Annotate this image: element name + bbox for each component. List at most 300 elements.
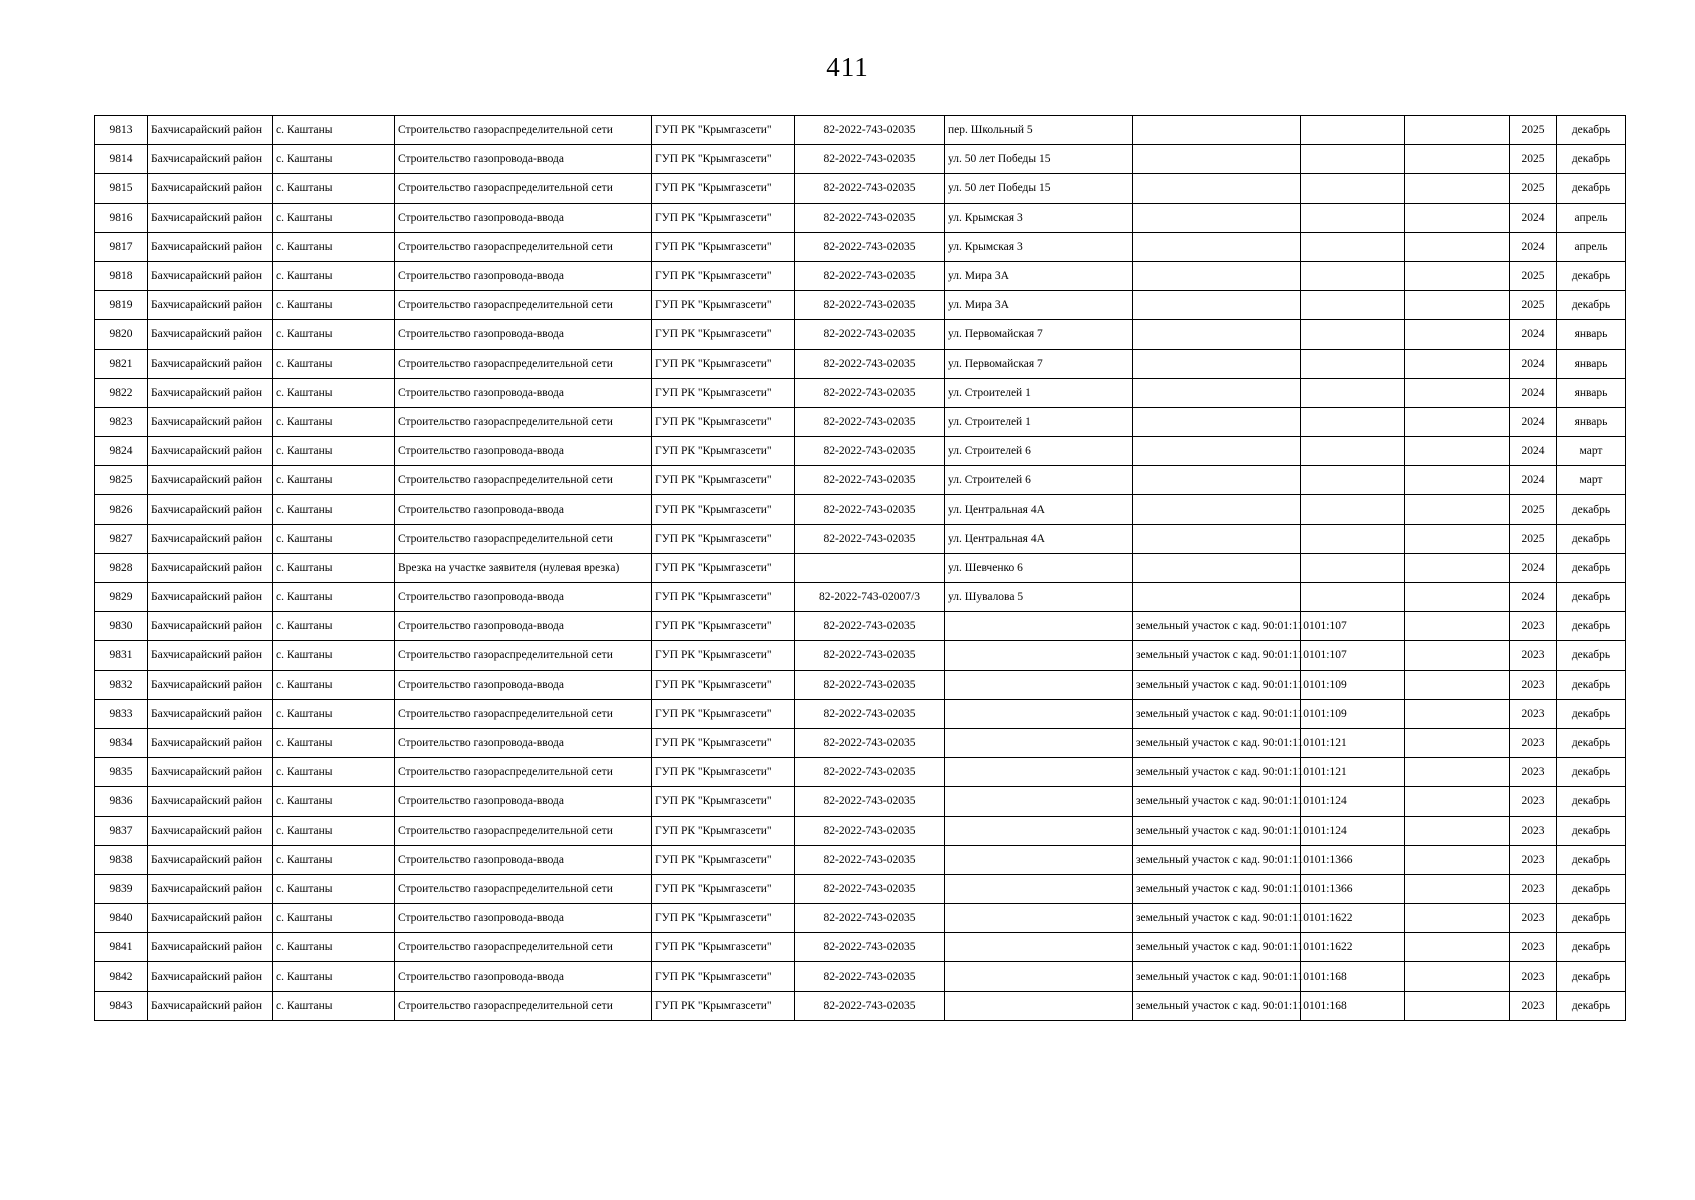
land-plot-cell: земельный участок с кад. 90:01:110101:1622: [1133, 933, 1301, 962]
page-number: 411: [826, 52, 869, 82]
empty-cell: [1405, 232, 1510, 261]
year-cell: 2024: [1510, 466, 1557, 495]
district-cell: Бахчисарайский район: [148, 261, 273, 290]
organization-cell: ГУП РК "Крымгазсети": [652, 116, 795, 145]
month-cell: декабрь: [1557, 699, 1626, 728]
organization-cell: ГУП РК "Крымгазсети": [652, 291, 795, 320]
year-cell: 2023: [1510, 904, 1557, 933]
empty-cell: [1405, 174, 1510, 203]
land-plot-cell: земельный участок с кад. 90:01:110101:107: [1133, 612, 1301, 641]
row-number-cell: 9829: [95, 583, 148, 612]
district-cell: Бахчисарайский район: [148, 758, 273, 787]
table-row: [95, 728, 1626, 757]
organization-cell: ГУП РК "Крымгазсети": [652, 991, 795, 1020]
year-cell: 2025: [1510, 291, 1557, 320]
address-cell: [945, 933, 1133, 962]
year-cell: 2025: [1510, 116, 1557, 145]
work-type-cell: Строительство газораспределительной сети: [395, 232, 652, 261]
month-cell: декабрь: [1557, 116, 1626, 145]
land-plot-cell: [1133, 583, 1301, 612]
land-plot-cell: [1133, 261, 1301, 290]
year-cell: 2025: [1510, 495, 1557, 524]
organization-cell: ГУП РК "Крымгазсети": [652, 612, 795, 641]
empty-cell: [1405, 962, 1510, 991]
land-plot-cell: земельный участок с кад. 90:01:110101:124: [1133, 787, 1301, 816]
year-cell: 2023: [1510, 787, 1557, 816]
month-cell: декабрь: [1557, 933, 1626, 962]
organization-cell: ГУП РК "Крымгазсети": [652, 232, 795, 261]
table-row: [95, 991, 1626, 1020]
year-cell: 2023: [1510, 816, 1557, 845]
table-row: [95, 232, 1626, 261]
table-row: [95, 407, 1626, 436]
land-plot-cell: [1133, 437, 1301, 466]
address-cell: [945, 787, 1133, 816]
organization-cell: ГУП РК "Крымгазсети": [652, 437, 795, 466]
district-cell: Бахчисарайский район: [148, 787, 273, 816]
table-row: [95, 962, 1626, 991]
registration-code-cell: 82-2022-743-02035: [795, 524, 945, 553]
village-cell: с. Каштаны: [273, 874, 395, 903]
month-cell: декабрь: [1557, 524, 1626, 553]
row-number-cell: 9837: [95, 816, 148, 845]
village-cell: с. Каштаны: [273, 553, 395, 582]
empty-cell: [1405, 699, 1510, 728]
work-type-cell: Строительство газопровода-ввода: [395, 904, 652, 933]
village-cell: с. Каштаны: [273, 232, 395, 261]
village-cell: с. Каштаны: [273, 787, 395, 816]
organization-cell: ГУП РК "Крымгазсети": [652, 378, 795, 407]
empty-cell: [1301, 466, 1405, 495]
table-row: [95, 612, 1626, 641]
address-cell: ул. Шевченко 6: [945, 553, 1133, 582]
work-type-cell: Строительство газопровода-ввода: [395, 320, 652, 349]
organization-cell: ГУП РК "Крымгазсети": [652, 904, 795, 933]
registration-code-cell: 82-2022-743-02035: [795, 203, 945, 232]
table-row: [95, 670, 1626, 699]
table-row: [95, 437, 1626, 466]
village-cell: с. Каштаны: [273, 524, 395, 553]
organization-cell: ГУП РК "Крымгазсети": [652, 874, 795, 903]
empty-cell: [1405, 437, 1510, 466]
land-plot-cell: [1133, 145, 1301, 174]
table-row: [95, 116, 1626, 145]
address-cell: [945, 845, 1133, 874]
empty-cell: [1301, 349, 1405, 378]
organization-cell: ГУП РК "Крымгазсети": [652, 816, 795, 845]
table-row: [95, 933, 1626, 962]
district-cell: Бахчисарайский район: [148, 174, 273, 203]
row-number-cell: 9839: [95, 874, 148, 903]
empty-cell: [1405, 116, 1510, 145]
organization-cell: ГУП РК "Крымгазсети": [652, 407, 795, 436]
empty-cell: [1405, 991, 1510, 1020]
empty-cell: [1301, 583, 1405, 612]
land-plot-cell: земельный участок с кад. 90:01:110101:1622: [1133, 904, 1301, 933]
registration-code-cell: 82-2022-743-02035: [795, 991, 945, 1020]
empty-cell: [1405, 787, 1510, 816]
month-cell: декабрь: [1557, 145, 1626, 174]
table-row: [95, 641, 1626, 670]
work-type-cell: Строительство газораспределительной сети: [395, 407, 652, 436]
address-cell: [945, 904, 1133, 933]
empty-cell: [1405, 758, 1510, 787]
registration-code-cell: 82-2022-743-02035: [795, 816, 945, 845]
village-cell: с. Каштаны: [273, 728, 395, 757]
registration-code-cell: 82-2022-743-02035: [795, 933, 945, 962]
village-cell: с. Каштаны: [273, 378, 395, 407]
address-cell: ул. Первомайская 7: [945, 320, 1133, 349]
organization-cell: ГУП РК "Крымгазсети": [652, 203, 795, 232]
empty-cell: [1301, 261, 1405, 290]
district-cell: Бахчисарайский район: [148, 612, 273, 641]
address-cell: [945, 874, 1133, 903]
row-number-cell: 9842: [95, 962, 148, 991]
district-cell: Бахчисарайский район: [148, 145, 273, 174]
district-cell: Бахчисарайский район: [148, 495, 273, 524]
month-cell: декабрь: [1557, 991, 1626, 1020]
year-cell: 2023: [1510, 699, 1557, 728]
work-type-cell: Строительство газопровода-ввода: [395, 261, 652, 290]
registration-code-cell: 82-2022-743-02007/3: [795, 583, 945, 612]
address-cell: [945, 758, 1133, 787]
village-cell: с. Каштаны: [273, 845, 395, 874]
village-cell: с. Каштаны: [273, 407, 395, 436]
organization-cell: ГУП РК "Крымгазсети": [652, 845, 795, 874]
row-number-cell: 9840: [95, 904, 148, 933]
table-row: [95, 553, 1626, 582]
address-cell: [945, 641, 1133, 670]
row-number-cell: 9836: [95, 787, 148, 816]
work-type-cell: Строительство газораспределительной сети: [395, 116, 652, 145]
village-cell: с. Каштаны: [273, 758, 395, 787]
year-cell: 2023: [1510, 641, 1557, 670]
registration-code-cell: 82-2022-743-02035: [795, 466, 945, 495]
organization-cell: ГУП РК "Крымгазсети": [652, 641, 795, 670]
year-cell: 2023: [1510, 845, 1557, 874]
land-plot-cell: земельный участок с кад. 90:01:110101:121: [1133, 758, 1301, 787]
organization-cell: ГУП РК "Крымгазсети": [652, 758, 795, 787]
empty-cell: [1405, 261, 1510, 290]
address-cell: [945, 670, 1133, 699]
district-cell: Бахчисарайский район: [148, 962, 273, 991]
table-row: [95, 816, 1626, 845]
district-cell: Бахчисарайский район: [148, 203, 273, 232]
year-cell: 2023: [1510, 612, 1557, 641]
address-cell: [945, 816, 1133, 845]
row-number-cell: 9835: [95, 758, 148, 787]
district-cell: Бахчисарайский район: [148, 466, 273, 495]
village-cell: с. Каштаны: [273, 583, 395, 612]
land-plot-cell: земельный участок с кад. 90:01:110101:168: [1133, 962, 1301, 991]
month-cell: декабрь: [1557, 816, 1626, 845]
row-number-cell: 9841: [95, 933, 148, 962]
empty-cell: [1405, 874, 1510, 903]
table-row: [95, 524, 1626, 553]
year-cell: 2024: [1510, 437, 1557, 466]
table-row: [95, 787, 1626, 816]
empty-cell: [1301, 320, 1405, 349]
empty-cell: [1301, 524, 1405, 553]
table-row: [95, 320, 1626, 349]
village-cell: с. Каштаны: [273, 641, 395, 670]
row-number-cell: 9815: [95, 174, 148, 203]
table-body: [95, 116, 1626, 1021]
village-cell: с. Каштаны: [273, 145, 395, 174]
district-cell: Бахчисарайский район: [148, 904, 273, 933]
empty-cell: [1301, 116, 1405, 145]
registration-code-cell: 82-2022-743-02035: [795, 320, 945, 349]
village-cell: с. Каштаны: [273, 261, 395, 290]
row-number-cell: 9834: [95, 728, 148, 757]
empty-cell: [1301, 495, 1405, 524]
land-plot-cell: [1133, 203, 1301, 232]
year-cell: 2024: [1510, 203, 1557, 232]
month-cell: декабрь: [1557, 291, 1626, 320]
row-number-cell: 9823: [95, 407, 148, 436]
village-cell: с. Каштаны: [273, 174, 395, 203]
empty-cell: [1405, 407, 1510, 436]
work-type-cell: Строительство газопровода-ввода: [395, 612, 652, 641]
year-cell: 2024: [1510, 553, 1557, 582]
land-plot-cell: [1133, 232, 1301, 261]
district-cell: Бахчисарайский район: [148, 116, 273, 145]
organization-cell: ГУП РК "Крымгазсети": [652, 320, 795, 349]
address-cell: [945, 728, 1133, 757]
village-cell: с. Каштаны: [273, 933, 395, 962]
empty-cell: [1301, 553, 1405, 582]
empty-cell: [1301, 291, 1405, 320]
district-cell: Бахчисарайский район: [148, 320, 273, 349]
address-cell: ул. 50 лет Победы 15: [945, 145, 1133, 174]
district-cell: Бахчисарайский район: [148, 378, 273, 407]
address-cell: [945, 991, 1133, 1020]
year-cell: 2023: [1510, 962, 1557, 991]
work-type-cell: Строительство газопровода-ввода: [395, 495, 652, 524]
empty-cell: [1301, 378, 1405, 407]
district-cell: Бахчисарайский район: [148, 583, 273, 612]
table-row: [95, 495, 1626, 524]
village-cell: с. Каштаны: [273, 203, 395, 232]
empty-cell: [1301, 174, 1405, 203]
row-number-cell: 9822: [95, 378, 148, 407]
empty-cell: [1405, 641, 1510, 670]
registration-code-cell: 82-2022-743-02035: [795, 437, 945, 466]
address-cell: [945, 962, 1133, 991]
table-row: [95, 378, 1626, 407]
village-cell: с. Каштаны: [273, 320, 395, 349]
year-cell: 2025: [1510, 174, 1557, 203]
empty-cell: [1405, 553, 1510, 582]
row-number-cell: 9813: [95, 116, 148, 145]
table-row: [95, 758, 1626, 787]
address-cell: ул. Мира 3А: [945, 291, 1133, 320]
empty-cell: [1301, 232, 1405, 261]
land-plot-cell: [1133, 553, 1301, 582]
address-cell: ул. Строителей 1: [945, 407, 1133, 436]
table-row: [95, 145, 1626, 174]
land-plot-cell: земельный участок с кад. 90:01:110101:168: [1133, 991, 1301, 1020]
month-cell: декабрь: [1557, 758, 1626, 787]
work-type-cell: Строительство газораспределительной сети: [395, 699, 652, 728]
land-plot-cell: [1133, 320, 1301, 349]
village-cell: с. Каштаны: [273, 495, 395, 524]
table-row: [95, 904, 1626, 933]
empty-cell: [1405, 583, 1510, 612]
organization-cell: ГУП РК "Крымгазсети": [652, 583, 795, 612]
empty-cell: [1405, 378, 1510, 407]
district-cell: Бахчисарайский район: [148, 933, 273, 962]
row-number-cell: 9832: [95, 670, 148, 699]
land-plot-cell: земельный участок с кад. 90:01:110101:124: [1133, 816, 1301, 845]
district-cell: Бахчисарайский район: [148, 524, 273, 553]
work-type-cell: Строительство газораспределительной сети: [395, 291, 652, 320]
work-type-cell: Строительство газораспределительной сети: [395, 816, 652, 845]
month-cell: декабрь: [1557, 641, 1626, 670]
month-cell: декабрь: [1557, 495, 1626, 524]
land-plot-cell: [1133, 378, 1301, 407]
month-cell: декабрь: [1557, 174, 1626, 203]
empty-cell: [1405, 291, 1510, 320]
year-cell: 2024: [1510, 583, 1557, 612]
organization-cell: ГУП РК "Крымгазсети": [652, 466, 795, 495]
village-cell: с. Каштаны: [273, 991, 395, 1020]
empty-cell: [1405, 524, 1510, 553]
district-cell: Бахчисарайский район: [148, 291, 273, 320]
village-cell: с. Каштаны: [273, 904, 395, 933]
row-number-cell: 9818: [95, 261, 148, 290]
row-number-cell: 9826: [95, 495, 148, 524]
month-cell: декабрь: [1557, 612, 1626, 641]
address-cell: ул. 50 лет Победы 15: [945, 174, 1133, 203]
work-type-cell: Строительство газораспределительной сети: [395, 466, 652, 495]
land-plot-cell: [1133, 495, 1301, 524]
month-cell: декабрь: [1557, 728, 1626, 757]
land-plot-cell: [1133, 174, 1301, 203]
district-cell: Бахчисарайский район: [148, 816, 273, 845]
work-type-cell: Строительство газопровода-ввода: [395, 962, 652, 991]
table-row: [95, 583, 1626, 612]
empty-cell: [1405, 466, 1510, 495]
year-cell: 2025: [1510, 145, 1557, 174]
year-cell: 2023: [1510, 758, 1557, 787]
district-cell: Бахчисарайский район: [148, 991, 273, 1020]
village-cell: с. Каштаны: [273, 466, 395, 495]
row-number-cell: 9816: [95, 203, 148, 232]
land-plot-cell: земельный участок с кад. 90:01:110101:107: [1133, 641, 1301, 670]
month-cell: декабрь: [1557, 670, 1626, 699]
work-type-cell: Строительство газораспределительной сети: [395, 933, 652, 962]
land-plot-cell: земельный участок с кад. 90:01:110101:121: [1133, 728, 1301, 757]
land-plot-cell: земельный участок с кад. 90:01:110101:1366: [1133, 845, 1301, 874]
month-cell: декабрь: [1557, 845, 1626, 874]
row-number-cell: 9825: [95, 466, 148, 495]
empty-cell: [1405, 933, 1510, 962]
organization-cell: ГУП РК "Крымгазсети": [652, 670, 795, 699]
year-cell: 2023: [1510, 728, 1557, 757]
year-cell: 2024: [1510, 407, 1557, 436]
organization-cell: ГУП РК "Крымгазсети": [652, 174, 795, 203]
registration-code-cell: 82-2022-743-02035: [795, 670, 945, 699]
registration-code-cell: 82-2022-743-02035: [795, 378, 945, 407]
month-cell: декабрь: [1557, 962, 1626, 991]
empty-cell: [1405, 670, 1510, 699]
registration-code-cell: 82-2022-743-02035: [795, 758, 945, 787]
row-number-cell: 9830: [95, 612, 148, 641]
district-cell: Бахчисарайский район: [148, 874, 273, 903]
work-type-cell: Строительство газораспределительной сети: [395, 524, 652, 553]
table-row: [95, 261, 1626, 290]
registration-code-cell: 82-2022-743-02035: [795, 116, 945, 145]
month-cell: декабрь: [1557, 874, 1626, 903]
work-type-cell: Строительство газопровода-ввода: [395, 145, 652, 174]
registration-code-cell: 82-2022-743-02035: [795, 641, 945, 670]
address-cell: ул. Первомайская 7: [945, 349, 1133, 378]
land-plot-cell: земельный участок с кад. 90:01:110101:1366: [1133, 874, 1301, 903]
year-cell: 2024: [1510, 378, 1557, 407]
organization-cell: ГУП РК "Крымгазсети": [652, 699, 795, 728]
work-type-cell: Строительство газораспределительной сети: [395, 349, 652, 378]
registration-code-cell: 82-2022-743-02035: [795, 407, 945, 436]
work-type-cell: Строительство газопровода-ввода: [395, 845, 652, 874]
district-cell: Бахчисарайский район: [148, 232, 273, 261]
empty-cell: [1405, 203, 1510, 232]
registration-code-cell: 82-2022-743-02035: [795, 232, 945, 261]
year-cell: 2024: [1510, 349, 1557, 378]
village-cell: с. Каштаны: [273, 116, 395, 145]
year-cell: 2023: [1510, 670, 1557, 699]
organization-cell: ГУП РК "Крымгазсети": [652, 495, 795, 524]
address-cell: ул. Мира 3А: [945, 261, 1133, 290]
month-cell: март: [1557, 466, 1626, 495]
row-number-cell: 9817: [95, 232, 148, 261]
year-cell: 2023: [1510, 874, 1557, 903]
row-number-cell: 9819: [95, 291, 148, 320]
table-row: [95, 874, 1626, 903]
land-plot-cell: земельный участок с кад. 90:01:110101:109: [1133, 670, 1301, 699]
land-plot-cell: [1133, 349, 1301, 378]
empty-cell: [1405, 320, 1510, 349]
table-row: [95, 291, 1626, 320]
row-number-cell: 9824: [95, 437, 148, 466]
empty-cell: [1405, 816, 1510, 845]
work-type-cell: Врезка на участке заявителя (нулевая врезка): [395, 553, 652, 582]
registration-code-cell: 82-2022-743-02035: [795, 495, 945, 524]
district-cell: Бахчисарайский район: [148, 728, 273, 757]
organization-cell: ГУП РК "Крымгазсети": [652, 933, 795, 962]
land-plot-cell: [1133, 524, 1301, 553]
table-row: [95, 699, 1626, 728]
village-cell: с. Каштаны: [273, 816, 395, 845]
table-row: [95, 349, 1626, 378]
address-cell: [945, 612, 1133, 641]
row-number-cell: 9828: [95, 553, 148, 582]
land-plot-cell: [1133, 407, 1301, 436]
registration-code-cell: 82-2022-743-02035: [795, 145, 945, 174]
address-cell: ул. Центральная 4А: [945, 524, 1133, 553]
village-cell: с. Каштаны: [273, 349, 395, 378]
work-type-cell: Строительство газопровода-ввода: [395, 728, 652, 757]
work-type-cell: Строительство газопровода-ввода: [395, 787, 652, 816]
empty-cell: [1301, 145, 1405, 174]
district-cell: Бахчисарайский район: [148, 553, 273, 582]
work-type-cell: Строительство газопровода-ввода: [395, 378, 652, 407]
year-cell: 2025: [1510, 261, 1557, 290]
address-cell: ул. Строителей 6: [945, 466, 1133, 495]
registration-code-cell: [795, 553, 945, 582]
row-number-cell: 9821: [95, 349, 148, 378]
work-type-cell: Строительство газопровода-ввода: [395, 670, 652, 699]
